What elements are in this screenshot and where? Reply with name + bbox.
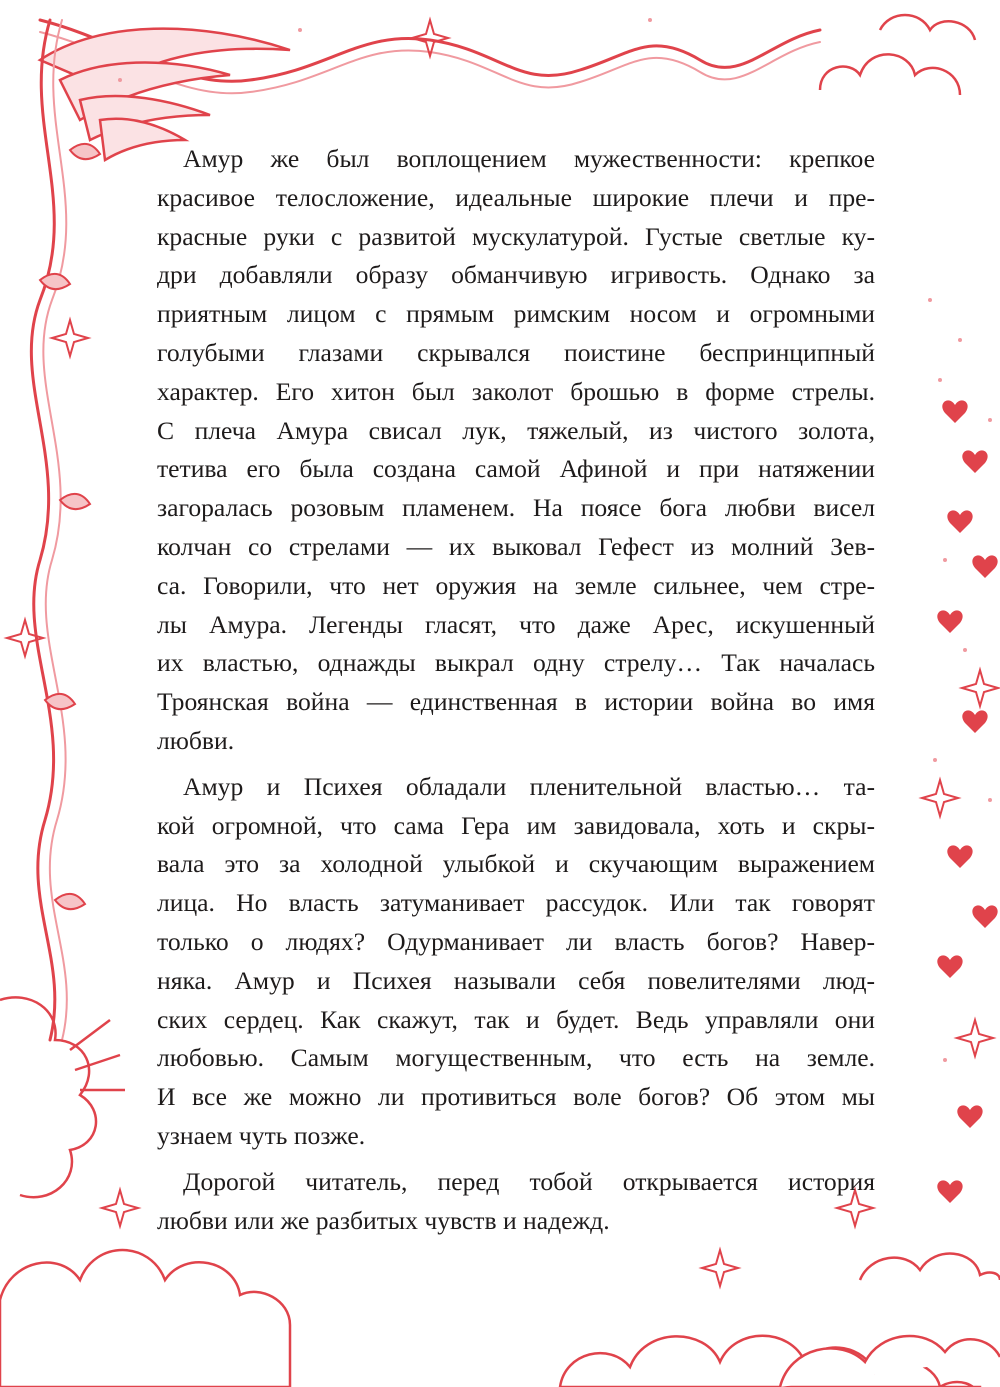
text-line: красные руки с развитой мускулатурой. Густые светлые ку- (157, 221, 875, 251)
text-line: Троянская война — единственная в истории война во имя (157, 687, 875, 717)
text-line: характер. Его хитон был заколот брошью в форме стрелы. (157, 376, 875, 406)
clouds-left (0, 997, 125, 1197)
text-line: красивое телосложение, идеальные широкие плечи и пре- (157, 182, 875, 212)
text-line: их властью, однажды выкрал одну стрелу… Так началась (157, 648, 875, 678)
text-line: вала это за холодной улыбкой и скучающим выражением (157, 849, 875, 879)
clouds-bottom-right (860, 1254, 1000, 1280)
text-line: ских сердец. Как скажут, так и будет. Ведь управляли они (157, 1004, 875, 1034)
text-line: са. Говорили, что нет оружия на земле сильнее, чем стре- (157, 570, 875, 600)
text-line: лица. Но власть затуманивает рассудок. Или так говорят (157, 888, 875, 918)
clouds-bottom (0, 1250, 1000, 1387)
text-line: любовью. Самым могущественным, что есть на земле. (157, 1043, 875, 1073)
paragraph-1 (157, 140, 875, 761)
text-line: И все же можно ли противиться воле богов? Об этом мы (157, 1082, 875, 1112)
text-line: тетива его была создана самой Афиной и при натяжении (157, 454, 875, 484)
leaf-icons-left (40, 144, 100, 909)
text-line: любви. (157, 725, 235, 755)
text-line: дри добавляли образу обманчивую игривость. Однако за (157, 260, 875, 290)
text-line: Амур и Психея обладали пленительной властью… та- (183, 771, 875, 801)
text-line: С плеча Амура свисал лук, тяжелый, из чистого золота, (157, 415, 875, 445)
text-line: колчан со стрелами — их выковал Гефест из молний Зев- (157, 531, 875, 561)
text-line: кой огромной, что сама Гера им завидовала, хоть и скры- (157, 810, 875, 840)
ribbon-left (31, 20, 67, 1040)
text-line: любви или же разбитых чувств и надежд. (157, 1205, 610, 1235)
text-line: только о людях? Одурманивает ли власть богов? Навер- (157, 926, 875, 956)
text-line: Дорогой читатель, перед тобой открывается история (183, 1166, 875, 1196)
body-text (157, 140, 875, 1240)
text-line: лы Амура. Легенды гласят, что даже Арес, искушенный (157, 609, 875, 639)
text-line: няка. Амур и Психея называли себя повелителями люд- (157, 965, 875, 995)
text-line: приятным лицом с прямым римским носом и огромными (157, 299, 875, 329)
text-line: голубыми глазами скрывался поистине беспринципный (157, 337, 875, 367)
paragraph-3 (157, 1163, 875, 1241)
text-line: узнаем чуть позже. (157, 1120, 366, 1150)
text-line: Амур же был воплощением мужественности: крепкое (183, 144, 875, 173)
clouds-top-right (820, 15, 975, 95)
paragraph-2 (157, 768, 875, 1156)
text-line: загоралась розовым пламенем. На поясе бога любви висел (157, 493, 875, 523)
